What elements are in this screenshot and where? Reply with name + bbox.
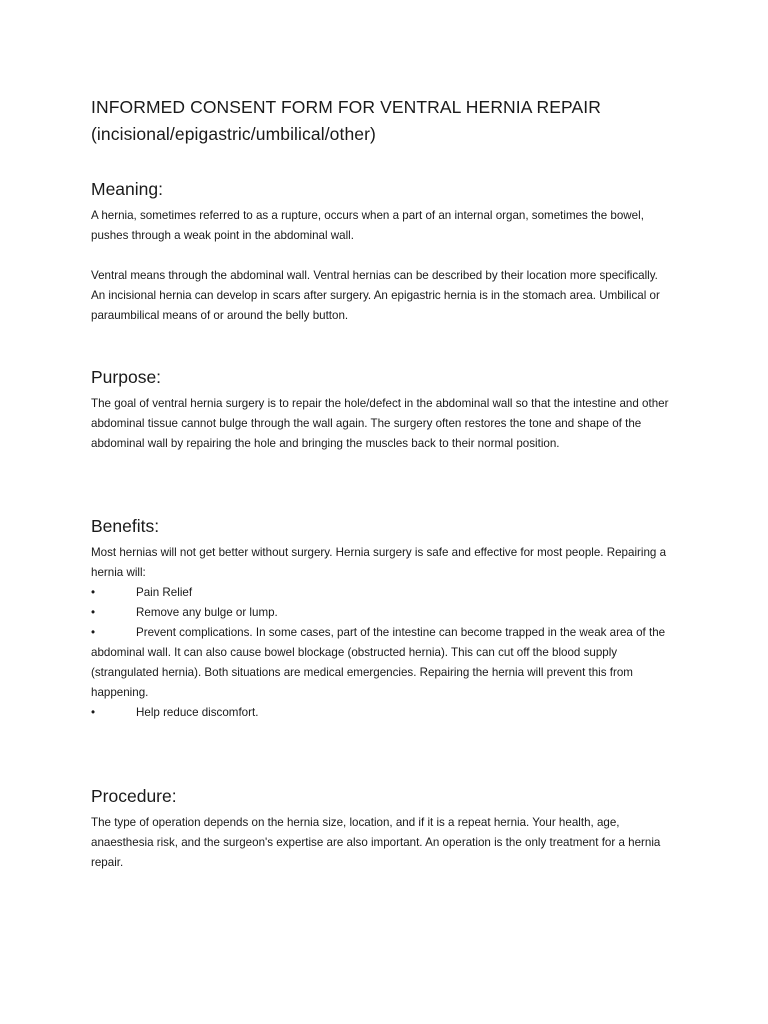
meaning-paragraph-1: A hernia, sometimes referred to as a rupture, occurs when a part of an internal organ, sometimes the bowel, pushes through a weak point in the abdominal wall. bbox=[91, 209, 644, 242]
benefit-item-text: Remove any bulge or lump. bbox=[136, 606, 278, 619]
benefit-item-text: Help reduce discomfort. bbox=[136, 706, 259, 719]
benefit-item bbox=[91, 583, 671, 603]
bullet-marker: • bbox=[91, 626, 96, 639]
section-heading-benefits: Benefits: bbox=[91, 516, 160, 536]
benefit-item bbox=[91, 703, 671, 723]
section-heading-purpose: Purpose: bbox=[91, 367, 162, 387]
meaning-paragraph-2: Ventral means through the abdominal wall. Ventral hernias can be described by their location more specifically. An incisional hernia can develop in scars after surgery. An epigastric hernia is in the stomach area. Umbilical or paraumbilical means of or around the belly button. bbox=[91, 269, 660, 322]
document-page bbox=[91, 94, 671, 873]
benefit-item-text: Pain Relief bbox=[136, 586, 193, 599]
section-procedure bbox=[91, 785, 671, 873]
bullet-marker: • bbox=[91, 706, 96, 719]
bullet-marker: • bbox=[91, 586, 96, 599]
benefits-intro: Most hernias will not get better without surgery. Hernia surgery is safe and effective for most people. Repairing a hernia will: bbox=[91, 546, 667, 579]
section-meaning bbox=[91, 178, 671, 326]
section-benefits bbox=[91, 515, 671, 723]
title-line-1: INFORMED CONSENT FORM FOR VENTRAL HERNIA REPAIR bbox=[91, 97, 601, 117]
benefit-item-text: Prevent complications. In some cases, part of the intestine can become trapped in the weak area of the abdominal wall. It can also cause bowel blockage (obstructed hernia). This can cut off the blood supply (strangulated hernia). Both situations are medical emergencies. Repairing the hernia will prevent this from happening. bbox=[91, 626, 666, 699]
benefit-item bbox=[91, 623, 671, 703]
section-heading-meaning: Meaning: bbox=[91, 179, 163, 199]
section-heading-procedure: Procedure: bbox=[91, 786, 177, 806]
benefit-item bbox=[91, 603, 671, 623]
purpose-paragraph: The goal of ventral hernia surgery is to repair the hole/defect in the abdominal wall so that the intestine and other abdominal tissue cannot bulge through the wall again. The surgery often restores the tone and shape of the abdominal wall by repairing the hole and bringing the muscles back to their normal position. bbox=[91, 397, 669, 450]
procedure-paragraph: The type of operation depends on the hernia size, location, and if it is a repeat hernia. Your health, age, anaesthesia risk, and the surgeon's expertise are also important. An operation is the only treatment for a hernia repair. bbox=[91, 816, 661, 869]
title-line-2: (incisional/epigastric/umbilical/other) bbox=[91, 124, 376, 144]
section-purpose bbox=[91, 366, 671, 454]
document-title bbox=[91, 94, 671, 148]
bullet-marker: • bbox=[91, 606, 96, 619]
